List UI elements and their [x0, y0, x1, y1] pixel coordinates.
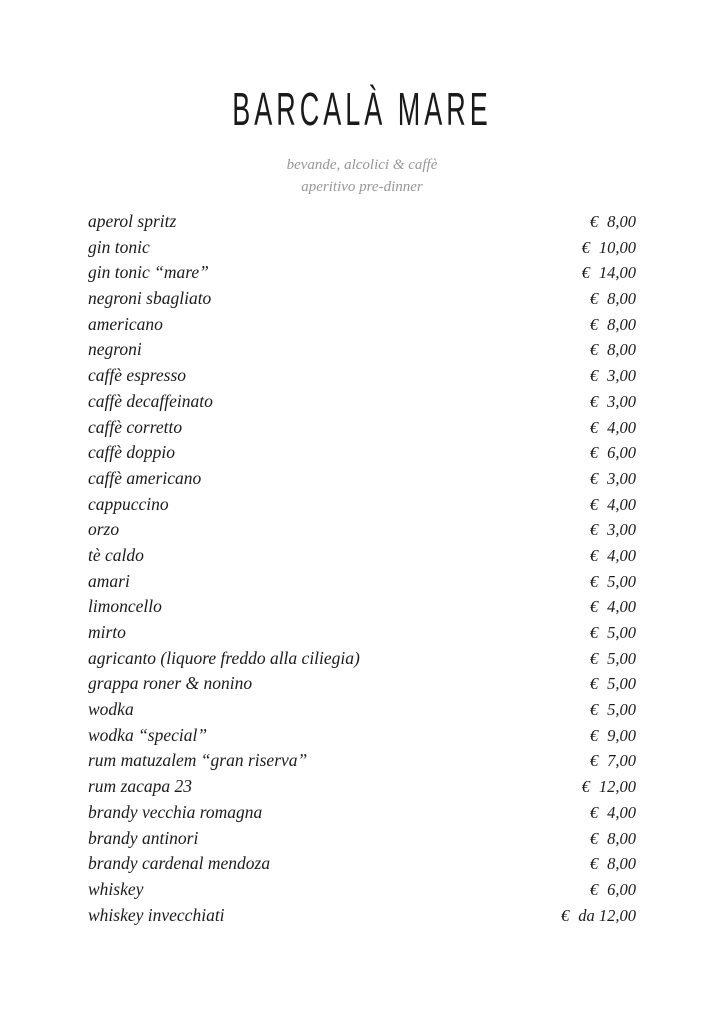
item-price-value: 12,00 — [598, 777, 636, 797]
list-item — [88, 594, 636, 620]
list-item — [88, 260, 636, 286]
item-price-value: 5,00 — [607, 674, 636, 694]
item-price — [590, 517, 636, 543]
item-price-currency: € — [589, 623, 599, 642]
item-price — [590, 492, 636, 518]
item-price — [590, 851, 636, 877]
item-price-value: 6,00 — [607, 879, 636, 899]
item-price — [561, 903, 636, 929]
item-price-value: 8,00 — [607, 212, 636, 231]
item-price — [590, 800, 636, 826]
item-price-currency: € — [589, 828, 599, 848]
item-price-value: 10,00 — [598, 237, 636, 257]
item-price-value: 4,00 — [607, 494, 636, 514]
item-price-currency: € — [589, 494, 599, 514]
item-price-value: da 12,00 — [578, 905, 636, 925]
item-price-value: 6,00 — [607, 443, 636, 463]
item-price-value: 3,00 — [607, 366, 636, 386]
item-price-value: 5,00 — [607, 571, 636, 591]
item-name: amari — [88, 570, 130, 591]
menu-list — [88, 209, 636, 928]
item-price-currency: € — [561, 905, 570, 925]
item-price — [582, 235, 636, 261]
list-item — [88, 209, 636, 235]
item-price-currency: € — [589, 340, 599, 360]
item-price — [590, 723, 636, 749]
item-price-currency: € — [589, 520, 599, 540]
menu-subtitle-line2: aperitivo pre-dinner — [301, 179, 423, 195]
item-price-currency: € — [589, 597, 599, 617]
list-item — [88, 492, 636, 518]
item-name: tè caldo — [88, 544, 144, 565]
item-price — [590, 569, 636, 595]
item-name: limoncello — [88, 596, 162, 617]
item-price-value: 5,00 — [607, 648, 636, 668]
item-price-currency: € — [589, 879, 599, 899]
item-price — [590, 440, 636, 466]
item-name: caffè decaffeinato — [88, 390, 213, 411]
item-price-currency: € — [589, 212, 599, 231]
item-name: caffè doppio — [88, 442, 175, 463]
item-name: rum matuzalem “gran riserva” — [88, 750, 308, 771]
item-price-value: 5,00 — [607, 623, 636, 642]
item-name: gin tonic — [88, 236, 150, 257]
item-price-value: 4,00 — [607, 802, 636, 822]
item-name: rum zacapa 23 — [88, 776, 193, 797]
item-price-currency: € — [581, 237, 590, 257]
list-item — [88, 363, 636, 389]
item-price-currency: € — [589, 391, 599, 411]
item-name: aperol spritz — [88, 211, 177, 231]
item-price — [590, 877, 636, 903]
item-price-currency: € — [589, 648, 599, 668]
item-price-value: 9,00 — [607, 725, 636, 745]
item-price — [590, 697, 636, 723]
item-price — [590, 594, 636, 620]
item-name: grappa roner & nonino — [88, 673, 253, 694]
item-price — [590, 646, 636, 672]
list-item — [88, 723, 636, 749]
list-item — [88, 466, 636, 492]
item-name: whiskey invecchiati — [88, 904, 225, 925]
list-item — [88, 337, 636, 363]
item-name: negroni — [88, 339, 142, 360]
item-price-value: 8,00 — [607, 340, 636, 360]
item-name: brandy antinori — [88, 827, 199, 848]
item-price-currency: € — [589, 468, 599, 488]
list-item — [88, 620, 636, 646]
list-item — [88, 697, 636, 723]
item-price — [590, 337, 636, 363]
item-price-currency: € — [589, 417, 599, 437]
item-price — [590, 312, 636, 338]
item-name: brandy vecchia romagna — [88, 801, 263, 822]
item-name: cappuccino — [88, 493, 169, 514]
list-item — [88, 774, 636, 800]
item-name: caffè corretto — [88, 416, 183, 437]
item-price-currency: € — [589, 366, 599, 386]
item-price-value: 3,00 — [607, 468, 636, 488]
item-price-currency: € — [589, 751, 599, 771]
list-item — [88, 415, 636, 441]
list-item — [88, 312, 636, 338]
item-price — [590, 389, 636, 415]
item-name: agricanto (liquore freddo alla ciliegia) — [88, 647, 360, 668]
item-price-value: 4,00 — [607, 597, 636, 617]
list-item — [88, 235, 636, 261]
item-price — [590, 826, 636, 852]
list-item — [88, 748, 636, 774]
list-item — [88, 877, 636, 903]
item-price-value: 3,00 — [607, 391, 636, 411]
list-item — [88, 543, 636, 569]
item-price-value: 8,00 — [607, 289, 636, 309]
item-name: gin tonic “mare” — [88, 262, 209, 283]
list-item — [88, 826, 636, 852]
item-price-value: 8,00 — [607, 314, 636, 334]
item-price-value: 5,00 — [607, 700, 636, 720]
item-price-value: 8,00 — [607, 828, 636, 848]
list-item — [88, 569, 636, 595]
item-price — [582, 774, 636, 800]
item-price — [590, 543, 636, 569]
item-price — [590, 415, 636, 441]
item-price — [590, 209, 636, 235]
item-price-value: 14,00 — [598, 263, 636, 283]
menu-title: BARCALÀ MARE — [232, 84, 492, 135]
list-item — [88, 440, 636, 466]
menu-subtitle-line1: bevande, alcolici & caffè — [286, 157, 438, 173]
item-name: americano — [88, 313, 163, 334]
item-price-currency: € — [581, 263, 590, 283]
item-price-currency: € — [589, 854, 599, 874]
item-name: negroni sbagliato — [88, 288, 212, 309]
item-price — [590, 620, 636, 646]
item-price-currency: € — [589, 314, 599, 334]
list-item — [88, 286, 636, 312]
item-price — [590, 748, 636, 774]
item-price-value: 3,00 — [607, 520, 636, 540]
item-name: wodka “special” — [88, 724, 208, 745]
list-item — [88, 851, 636, 877]
item-name: whiskey — [88, 878, 144, 899]
item-price-currency: € — [589, 571, 599, 591]
list-item — [88, 903, 636, 929]
item-name: caffè americano — [88, 467, 202, 488]
item-price-value: 7,00 — [607, 751, 636, 771]
item-price-currency: € — [589, 700, 599, 720]
item-price-currency: € — [589, 443, 599, 463]
item-price — [590, 671, 636, 697]
list-item — [88, 646, 636, 672]
item-price-currency: € — [589, 674, 599, 694]
list-item — [88, 517, 636, 543]
item-name: brandy cardenal mendoza — [88, 853, 271, 874]
list-item — [88, 800, 636, 826]
item-name: orzo — [88, 519, 120, 540]
item-price-currency: € — [589, 289, 599, 309]
item-price — [590, 286, 636, 312]
item-price-value: 4,00 — [607, 545, 636, 565]
item-price — [590, 466, 636, 492]
item-price-currency: € — [589, 725, 599, 745]
item-price-value: 4,00 — [607, 417, 636, 437]
list-item — [88, 389, 636, 415]
item-price-currency: € — [589, 802, 599, 822]
menu-header — [88, 0, 636, 198]
item-name: wodka — [88, 699, 134, 720]
item-name: mirto — [88, 622, 126, 642]
item-price-currency: € — [589, 545, 599, 565]
item-price — [590, 363, 636, 389]
item-name: caffè espresso — [88, 365, 187, 386]
item-price — [582, 260, 636, 286]
list-item — [88, 671, 636, 697]
item-price-currency: € — [581, 777, 590, 797]
item-price-value: 8,00 — [607, 854, 636, 874]
